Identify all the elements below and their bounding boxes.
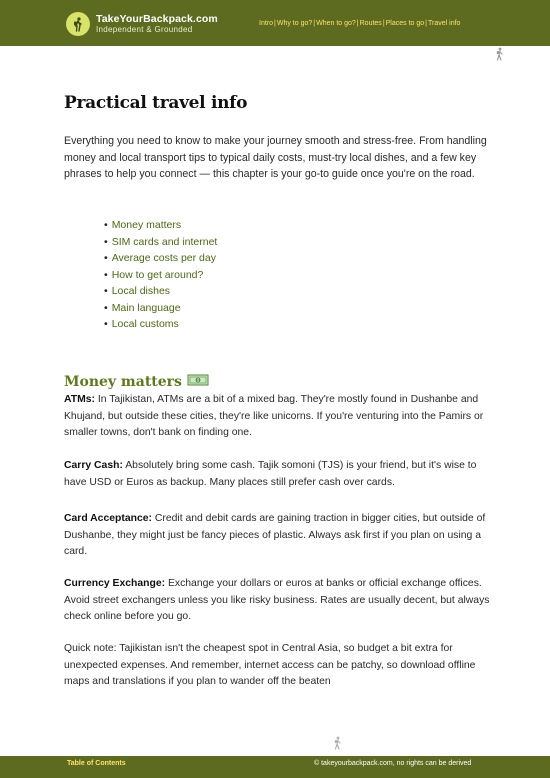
copyright-notice: © takeyourbackpack.com, no rights can be derived — [314, 760, 472, 767]
toc-item-local-customs[interactable]: • Local customs — [104, 318, 179, 330]
nav-separator: | — [313, 20, 316, 27]
top-nav — [259, 20, 460, 27]
paragraph-carry-cash — [64, 458, 494, 491]
toc-item-money-matters[interactable]: • Money matters — [104, 219, 182, 231]
nav-why-to-go[interactable]: Why to go? — [276, 20, 313, 27]
hiker-icon — [332, 736, 344, 755]
paragraph-text: In Tajikistan, ATMs are a bit of a mixed bag. They're mostly found in Dushanbe and Khujand, but outside these cities, they're like unicorns. If you're venturing into the Pamirs or smaller towns, don't bank on finding one. — [64, 394, 484, 438]
toc-item-average-costs[interactable]: • Average costs per day — [104, 252, 216, 264]
nav-separator: | — [356, 20, 359, 27]
chapter-toc — [104, 217, 217, 333]
brand-name[interactable]: TakeYourBackpack.com — [96, 13, 218, 25]
section-heading-money: Money matters $ — [64, 373, 209, 391]
paragraph-text: Absolutely bring some cash. Tajik somoni (TJS) is your friend, but it's wise to have USD or Euros as backup. Many places still prefer cash over cards. — [64, 460, 477, 488]
svg-text:$: $ — [196, 377, 200, 383]
nav-separator: | — [274, 20, 276, 27]
nav-places-to-go[interactable]: Places to go — [385, 20, 425, 27]
paragraph-atms — [64, 392, 494, 442]
paragraph-text: Exchange your dollars or euros at banks or official exchange offices. Avoid street exchangers unless you like risky business. Rates are usually decent, but always check online before you go. — [64, 578, 490, 622]
toc-item-local-dishes[interactable]: • Local dishes — [104, 285, 171, 297]
paragraph-label: Carry Cash: — [64, 460, 123, 471]
paragraph-card-acceptance — [64, 511, 494, 561]
backpacker-logo-icon[interactable] — [66, 12, 90, 36]
quick-note-paragraph: Quick note: Tajikistan isn't the cheapest spot in Central Asia, so budget a bit extra for unexpected expenses. And remember, internet access can be patchy, so download offline maps and translations if you plan to wander off the beaten — [64, 643, 476, 687]
hiker-icon — [494, 47, 506, 66]
intro-paragraph: Everything you need to know to make your journey smooth and stress-free. From handling money and local transport tips to typical daily costs, must-try local dishes, and a few key phrases to help you connect — this chapter is your go-to guide once you're on the road. — [64, 135, 487, 180]
nav-travel-info[interactable]: Travel info — [428, 20, 461, 27]
paragraph-label: ATMs: — [64, 394, 95, 405]
paragraph-text: Credit and debit cards are gaining traction in bigger cities, but outside of Dushanbe, they might just be fancy pieces of plastic. Always ask first if you plan on using a card. — [64, 513, 486, 557]
nav-routes[interactable]: Routes — [359, 20, 382, 27]
toc-item-main-language[interactable]: • Main language — [104, 301, 181, 314]
page-title: Practical travel info — [64, 93, 248, 113]
toc-item-sim-cards[interactable]: • SIM cards and internet — [104, 235, 218, 248]
paragraph-currency-exchange — [64, 576, 494, 626]
toc-item-get-around[interactable]: • How to get around? — [104, 268, 204, 281]
brand-tagline: Independent & Grounded — [96, 25, 193, 34]
nav-separator: | — [382, 20, 385, 27]
table-of-contents-link[interactable]: Table of Contents — [67, 760, 126, 767]
nav-separator: | — [425, 20, 427, 27]
banknote-icon — [187, 373, 209, 391]
nav-intro[interactable]: Intro — [259, 20, 274, 27]
paragraph-label: Card Acceptance: — [64, 513, 152, 524]
paragraph-label: Currency Exchange: — [64, 578, 166, 589]
nav-when-to-go[interactable]: When to go? — [316, 20, 356, 27]
